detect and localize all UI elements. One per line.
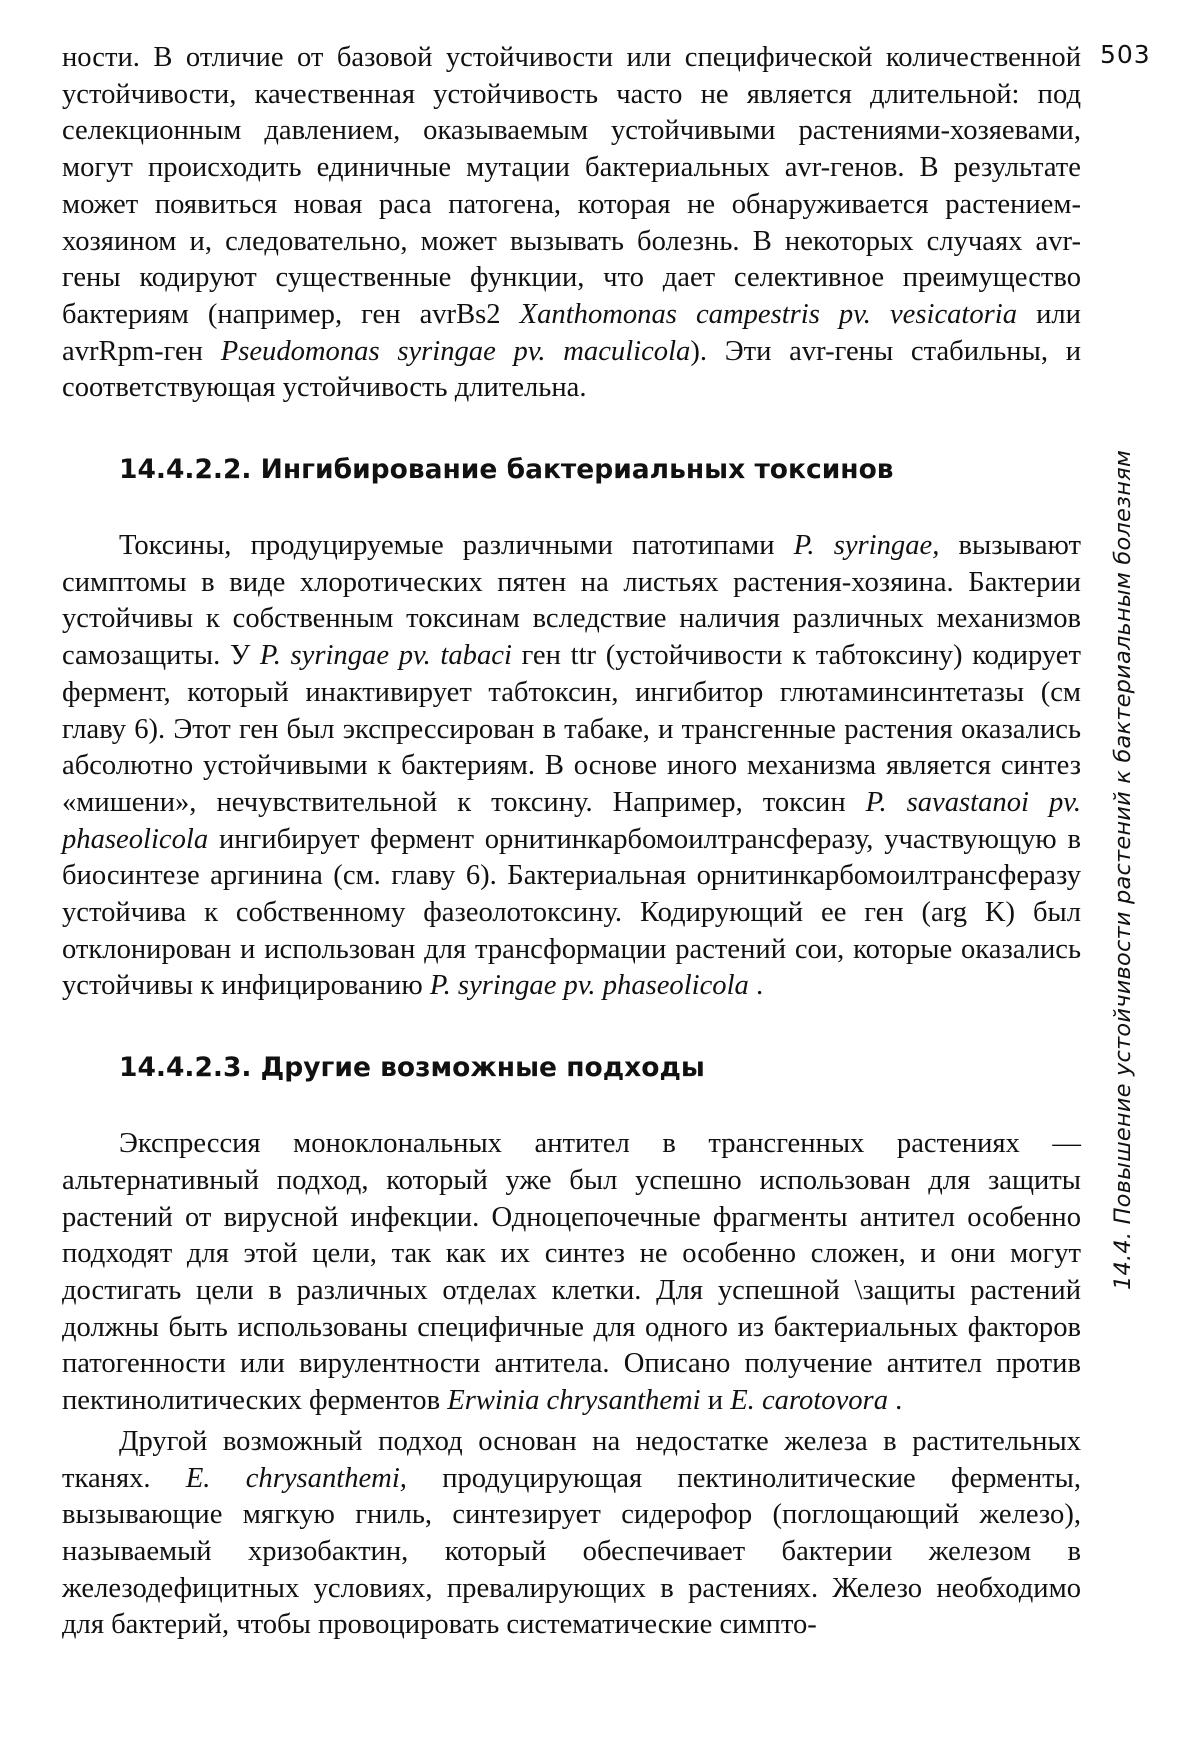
paragraph-antibodies: Экспрессия моноклональных антител в трансгенных растениях — альтернативный подход, который уже был успешно использован для защиты растений от вирусной инфекции. Одноцепочечные фрагменты антител особенно подходят для этой цели, так как их синтез не особенно сложен, и они могут достигать цели в различных отделах клетки. Для успешной \защиты растений должны быть использованы специфичные для одного из бактериальных факторов патогенности или вирулентности антитела. Описано получение антител против пектинолитических ферментов Erwinia chrysanthemi и E. carotovora . (62, 1128, 1081, 1417)
heading-other-approaches: 14.4.2.3. Другие возможные подходы (119, 1052, 705, 1084)
running-head: 14.4. Повышение устойчивости растений к бактериальным болезням (1110, 449, 1136, 1291)
paragraph-iron: Другой возможный подход основан на недостатке железа в растительных тканях. E. chrysanthemi, продуцирующая пектинолитические ферменты, вызывающие мягкую гниль, синтезирует сидерофор (поглощающий железо), называемый хризобактин, который обеспечивает бактерии железом в железодефицитных условиях, превалирующих в растениях. Железо необходимо для бактерий, чтобы провоцировать систематические симпто- (62, 1425, 1081, 1641)
paragraph-toxins: Токсины, продуцируемые различными патотипами P. syringae, вызывают симптомы в виде хлоротических пятен на листьях растения-хозяина. Бактерии устойчивы к собственным токсинам вследствие наличия различных механизмов самозащиты. У P. syringae pv. tabaci ген ttr (устойчивости к табтоксину) кодирует фермент, который инактивирует табтоксин, ингибитор глютаминсинтетазы (см главу 6). Этот ген был экспрессирован в табаке, и трансгенные растения оказались абсолютно устойчивыми к бактериям. В основе иного механизма является синтез «мишени», нечувствительной к токсину. Например, токсин P. savastanoi pv. phaseolicola ингибирует фермент орнитинкарбомоилтрансферазу, участвующую в биосинтезе аргинина (см. главу 6). Бактериальная орнитинкарбомоилтрансферазу устойчива к собственному фазеолотоксину. Кодирующий ее ген (arg K) был отклонирован и использован для трансформации растений сои, которые оказались устойчивы к инфицированию P. syringae pv. phaseolicola . (62, 530, 1081, 1002)
heading-toxin-inhibition: 14.4.2.2. Ингибирование бактериальных токсинов (119, 454, 894, 486)
page-number: 503 (1100, 40, 1151, 69)
paragraph-intro: ности. В отличие от базовой устойчивости или специфической количественной устойчивости, качественная устойчивость часто не является длительной: под селекционным давлением, оказываемым устойчивыми растениями-хозяевами, могут происходить единичные мутации бактериальных avr-генов. В результате может появиться новая раса патогена, которая не обнаруживается растением-хозяином и, следовательно, может вызывать болезнь. В некоторых случаях avr-гены кодируют существенные функции, что дает селективное преимущество бактериям (например, ген avrBs2 Xanthomonas campestris pv. vesicatoria или avrRpm-ген Pseudomonas syringae pv. maculicola). Эти avr-гены стабильны, и соответствующая устойчивость длительна. (62, 42, 1082, 404)
body-text (62, 40, 1081, 1644)
